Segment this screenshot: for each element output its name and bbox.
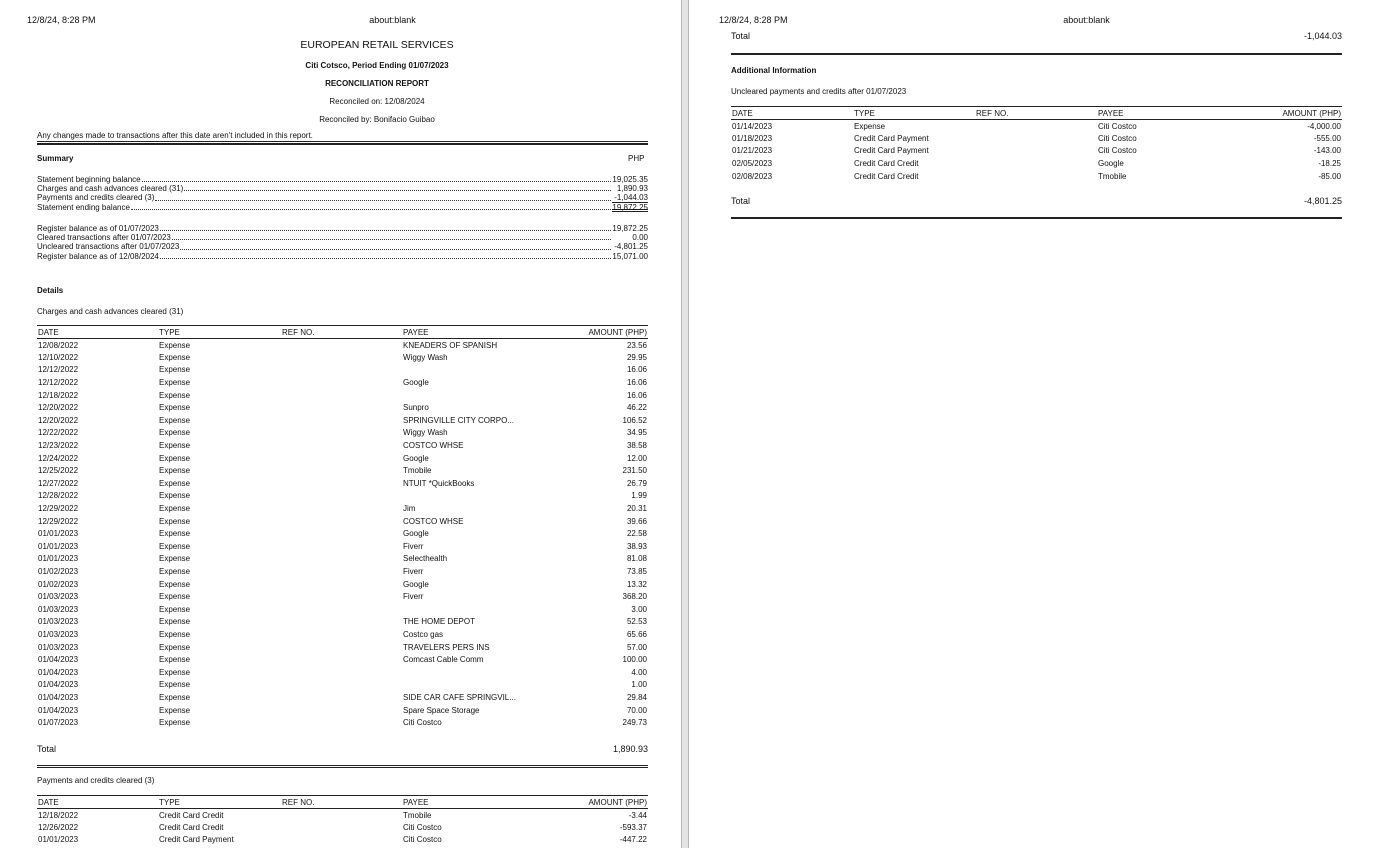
cell-type: Expense [159, 541, 191, 551]
total-label: Total [731, 31, 751, 41]
cell-type: Expense [159, 403, 191, 413]
additional-info-title: Additional Information [731, 66, 817, 75]
cell-date: 12/10/2022 [38, 352, 79, 362]
cell-payee: Google [403, 378, 429, 388]
cell-ref [281, 834, 402, 847]
cell-ref [281, 628, 402, 641]
cell-type: Expense [159, 504, 191, 514]
cell-amount: 12.00 [626, 453, 647, 463]
cell-date: 01/03/2023 [38, 617, 79, 627]
summary-row: Charges and cash advances cleared (31) 1,890.93 [37, 184, 648, 194]
cell-ref [281, 427, 402, 440]
cell-amount: 73.85 [626, 566, 647, 576]
cell-ref [281, 704, 402, 717]
column-header-payee: PAYEE [402, 326, 542, 339]
column-header-amount: AMOUNT (PHP) [542, 796, 648, 809]
cell-type: Expense [159, 428, 191, 438]
cell-payee: Citi Costco [403, 822, 442, 832]
cell-payee: Wiggy Wash [403, 428, 448, 438]
cell-type: Expense [159, 378, 191, 388]
cell-date: 01/03/2023 [38, 642, 79, 652]
cell-type: Expense [159, 655, 191, 665]
cell-date: 01/01/2023 [38, 541, 79, 551]
cell-payee: Citi Costco [403, 718, 442, 728]
cell-payee: COSTCO WHSE [403, 441, 464, 451]
cell-ref [281, 389, 402, 402]
cell-type: Credit Card Payment [854, 146, 929, 156]
table-row [37, 679, 648, 692]
cell-amount: 57.00 [626, 642, 647, 652]
table-row [731, 120, 1342, 133]
table-row [37, 502, 648, 515]
payments-total-value: -1,044.03 [1303, 31, 1342, 41]
cell-date: 01/04/2023 [38, 680, 79, 690]
cell-amount: -4,000.00 [1307, 121, 1341, 131]
cell-payee [402, 490, 542, 503]
cell-payee: Fiverr [403, 566, 424, 576]
cell-payee: Citi Costco [403, 835, 442, 845]
cell-amount: 65.66 [626, 629, 647, 639]
cell-date: 02/08/2023 [732, 171, 773, 181]
cell-type: Credit Card Credit [854, 159, 919, 169]
cell-ref [975, 157, 1097, 170]
cell-amount: 26.79 [626, 478, 647, 488]
cell-amount: 13.32 [626, 579, 647, 589]
table-row [37, 590, 648, 603]
cell-type: Expense [159, 516, 191, 526]
cell-amount: 38.58 [626, 441, 647, 451]
cell-ref [281, 716, 402, 729]
cell-payee: NTUIT *QuickBooks [403, 478, 475, 488]
cell-date: 12/18/2022 [38, 810, 79, 820]
column-header-type: TYPE [853, 107, 975, 120]
cell-amount: 23.56 [626, 340, 647, 350]
table-row [37, 490, 648, 503]
table-row [37, 834, 648, 847]
summary-row: Statement ending balance 19,872.25 [37, 202, 648, 212]
cell-ref [281, 364, 402, 377]
company-name: EUROPEAN RETAIL SERVICES [300, 39, 454, 51]
cell-payee: Google [1098, 159, 1124, 169]
reconciled-on: Reconciled on: 12/08/2024 [329, 97, 425, 106]
table-row [37, 364, 648, 377]
cell-payee [402, 679, 542, 692]
cell-amount: 231.50 [622, 466, 647, 476]
table-row [37, 414, 648, 427]
cell-date: 12/24/2022 [38, 453, 79, 463]
cell-type: Expense [159, 415, 191, 425]
table-row [37, 565, 648, 578]
cell-amount: 34.95 [626, 428, 647, 438]
column-header-amount: AMOUNT (PHP) [542, 326, 648, 339]
table-row [37, 691, 648, 704]
cell-ref [281, 515, 402, 528]
cell-ref [281, 565, 402, 578]
summary-row: Statement beginning balance 19,025.35 [37, 175, 648, 184]
summary-row: Uncleared transactions after 01/07/2023 -4,801.25 [37, 242, 648, 252]
cell-amount: 46.22 [626, 403, 647, 413]
table-row [37, 616, 648, 629]
summary-row: Register balance as of 12/08/2024 15,071.00 [37, 251, 648, 261]
cell-amount: 52.53 [626, 617, 647, 627]
cell-date: 01/03/2023 [38, 629, 79, 639]
cell-amount: 1.00 [631, 680, 647, 690]
cell-date: 01/18/2023 [732, 133, 773, 143]
uncleared-total-row [731, 196, 1342, 206]
cell-date: 01/04/2023 [38, 667, 79, 677]
cell-ref [281, 603, 402, 616]
cell-ref [281, 616, 402, 629]
cell-payee: Tmobile [403, 810, 432, 820]
cell-ref [281, 666, 402, 679]
report-page-1 [0, 0, 680, 848]
total-label: Total [731, 196, 751, 206]
cell-ref [281, 553, 402, 566]
cell-date: 01/04/2023 [38, 692, 79, 702]
table-row [37, 515, 648, 528]
column-header-payee: PAYEE [402, 796, 542, 809]
cell-date: 12/25/2022 [38, 466, 79, 476]
cell-payee [402, 389, 542, 402]
cell-date: 01/01/2023 [38, 835, 79, 845]
payments-section-title: Payments and credits cleared (3) [37, 776, 155, 785]
summary-currency: PHP [628, 154, 645, 163]
table-header-row [731, 107, 1342, 120]
cell-payee [402, 364, 542, 377]
table-row [37, 452, 648, 465]
summary-title: Summary [37, 154, 74, 163]
table-row [37, 439, 648, 452]
summary-group-statement [37, 175, 648, 212]
cell-type: Expense [159, 441, 191, 451]
cell-payee: Fiverr [403, 592, 424, 602]
table-header-row [37, 796, 648, 809]
cell-ref [975, 170, 1097, 183]
cell-date: 01/14/2023 [732, 121, 773, 131]
cell-type: Expense [159, 629, 191, 639]
cell-ref [281, 351, 402, 364]
divider [731, 53, 1342, 55]
payments-table [37, 795, 648, 846]
cell-amount: 16.06 [626, 378, 647, 388]
cell-ref [281, 691, 402, 704]
print-url: about:blank [1063, 15, 1110, 25]
cell-type: Expense [159, 466, 191, 476]
cell-ref [281, 464, 402, 477]
print-datetime: 12/8/24, 8:28 PM [27, 15, 96, 25]
cell-amount: 4.00 [631, 667, 647, 677]
cell-ref [975, 132, 1097, 145]
cell-amount: 3.00 [631, 604, 647, 614]
cell-payee: Jim [403, 504, 416, 514]
cell-amount: 249.73 [622, 718, 647, 728]
table-row [731, 132, 1342, 145]
payments-total-row [731, 31, 1342, 41]
cell-amount: 29.95 [626, 352, 647, 362]
cell-date: 01/04/2023 [38, 655, 79, 665]
table-row [37, 540, 648, 553]
cell-amount: -447.22 [619, 835, 647, 845]
column-header-type: TYPE [158, 796, 281, 809]
table-row [37, 527, 648, 540]
cell-type: Expense [159, 718, 191, 728]
cell-type: Expense [159, 453, 191, 463]
cell-type: Expense [159, 554, 191, 564]
cell-payee: Fiverr [403, 541, 424, 551]
cell-amount: 368.20 [622, 592, 647, 602]
cell-payee: SIDE CAR CAFE SPRINGVIL... [403, 692, 516, 702]
cell-type: Expense [159, 604, 191, 614]
column-header-payee: PAYEE [1097, 107, 1237, 120]
print-datetime: 12/8/24, 8:28 PM [719, 15, 788, 25]
cell-type: Expense [159, 692, 191, 702]
table-row [37, 464, 648, 477]
summary-row: Cleared transactions after 01/07/2023 0.00 [37, 233, 648, 243]
cell-date: 12/08/2022 [38, 340, 79, 350]
cell-ref [281, 439, 402, 452]
cell-amount: 29.84 [626, 692, 647, 702]
cell-payee: Google [403, 453, 429, 463]
report-title: RECONCILIATION REPORT [325, 79, 429, 88]
cell-ref [281, 452, 402, 465]
cell-payee: Citi Costco [1098, 121, 1137, 131]
table-row [37, 427, 648, 440]
cell-payee: SPRINGVILLE CITY CORPO... [403, 415, 514, 425]
cell-ref [281, 590, 402, 603]
column-header-ref: REF NO. [281, 326, 402, 339]
cell-type: Expense [159, 491, 191, 501]
cell-payee: Spare Space Storage [403, 705, 480, 715]
cell-amount: 39.66 [626, 516, 647, 526]
cell-ref [281, 490, 402, 503]
cell-date: 01/02/2023 [38, 579, 79, 589]
cell-type: Expense [159, 390, 191, 400]
cell-date: 01/21/2023 [732, 146, 773, 156]
cell-payee: Selecthealth [403, 554, 448, 564]
cell-payee [402, 603, 542, 616]
cell-amount: 38.93 [626, 541, 647, 551]
cell-amount: -143.00 [1313, 146, 1341, 156]
table-row [37, 716, 648, 729]
cell-date: 01/07/2023 [38, 718, 79, 728]
cell-payee: COSTCO WHSE [403, 516, 464, 526]
cell-date: 12/29/2022 [38, 516, 79, 526]
double-divider [37, 765, 648, 768]
column-header-date: DATE [37, 326, 158, 339]
charges-table [37, 325, 648, 729]
cell-type: Expense [159, 642, 191, 652]
cell-payee: THE HOME DEPOT [403, 617, 476, 627]
report-subtitle: Citi Cotsco, Period Ending 01/07/2023 [305, 61, 449, 70]
cell-amount: 16.06 [626, 390, 647, 400]
cell-payee: KNEADERS OF SPANISH [403, 340, 498, 350]
cell-ref [281, 679, 402, 692]
cell-payee: Comcast Cable Comm [403, 655, 484, 665]
divider [37, 143, 648, 145]
cell-date: 12/23/2022 [38, 441, 79, 451]
cell-ref [281, 809, 402, 822]
cell-type: Credit Card Payment [159, 835, 234, 845]
cell-date: 12/18/2022 [38, 390, 79, 400]
cell-type: Expense [159, 365, 191, 375]
cell-ref [281, 376, 402, 389]
uncleared-table [731, 106, 1342, 182]
cell-amount: -85.00 [1318, 171, 1341, 181]
cell-payee [402, 666, 542, 679]
cell-amount: -593.37 [619, 822, 647, 832]
cell-amount: 1.99 [631, 491, 647, 501]
table-row [37, 477, 648, 490]
cell-ref [281, 414, 402, 427]
table-row [37, 376, 648, 389]
cell-payee: Citi Costco [1098, 146, 1137, 156]
uncleared-total-value: -4,801.25 [1303, 196, 1342, 206]
summary-group-register [37, 224, 648, 261]
page-separator [681, 0, 689, 848]
cell-date: 01/02/2023 [38, 566, 79, 576]
cell-payee: Citi Costco [1098, 133, 1137, 143]
cell-ref [281, 821, 402, 834]
table-row [731, 145, 1342, 158]
cell-ref [281, 339, 402, 352]
cell-ref [975, 145, 1097, 158]
print-url: about:blank [369, 15, 416, 25]
cell-amount: 16.06 [626, 365, 647, 375]
table-row [37, 628, 648, 641]
charges-total-value: 1,890.93 [612, 744, 648, 754]
cell-date: 01/01/2023 [38, 529, 79, 539]
cell-type: Credit Card Credit [854, 171, 919, 181]
table-row [37, 339, 648, 352]
table-row [37, 553, 648, 566]
cell-type: Expense [159, 680, 191, 690]
cell-ref [281, 502, 402, 515]
cell-date: 01/03/2023 [38, 592, 79, 602]
cell-amount: 81.08 [626, 554, 647, 564]
report-page-2 [689, 0, 1377, 848]
cell-date: 12/20/2022 [38, 403, 79, 413]
table-row [37, 704, 648, 717]
cell-type: Expense [159, 667, 191, 677]
cell-date: 01/01/2023 [38, 554, 79, 564]
cell-type: Expense [159, 592, 191, 602]
table-row [37, 653, 648, 666]
table-row [37, 641, 648, 654]
cell-type: Expense [159, 340, 191, 350]
cell-amount: 100.00 [622, 655, 647, 665]
column-header-ref: REF NO. [281, 796, 402, 809]
reconciled-by: Reconciled by: Bonifacio Guibao [319, 115, 435, 124]
cell-amount: -3.44 [628, 810, 647, 820]
cell-ref [281, 401, 402, 414]
cell-type: Expense [159, 566, 191, 576]
summary-row: Payments and credits cleared (3) -1,044.03 [37, 193, 648, 203]
report-notice: Any changes made to transactions after this date aren't included in this report. [37, 131, 648, 142]
column-header-amount: AMOUNT (PHP) [1237, 107, 1342, 120]
uncleared-section-title: Uncleared payments and credits after 01/07/2023 [731, 87, 907, 96]
table-row [731, 157, 1342, 170]
cell-date: 12/22/2022 [38, 428, 79, 438]
table-row [37, 389, 648, 402]
cell-date: 12/28/2022 [38, 491, 79, 501]
cell-date: 01/04/2023 [38, 705, 79, 715]
cell-date: 01/03/2023 [38, 604, 79, 614]
cell-type: Credit Card Credit [159, 822, 224, 832]
cell-payee: Tmobile [1098, 171, 1127, 181]
cell-ref [281, 641, 402, 654]
cell-ref [281, 540, 402, 553]
table-row [37, 351, 648, 364]
cell-amount: -555.00 [1313, 133, 1341, 143]
total-label: Total [37, 744, 57, 754]
cell-ref [281, 578, 402, 591]
cell-amount: -18.25 [1318, 159, 1341, 169]
cell-type: Expense [159, 529, 191, 539]
cell-type: Expense [159, 352, 191, 362]
cell-payee: Google [403, 529, 429, 539]
table-row [37, 578, 648, 591]
cell-ref [281, 653, 402, 666]
table-row [37, 666, 648, 679]
cell-amount: 22.58 [626, 529, 647, 539]
details-title: Details [37, 286, 64, 295]
cell-date: 12/12/2022 [38, 378, 79, 388]
cell-ref [281, 527, 402, 540]
cell-payee: Wiggy Wash [403, 352, 448, 362]
cell-date: 12/20/2022 [38, 415, 79, 425]
divider [731, 217, 1342, 219]
charges-section-title: Charges and cash advances cleared (31) [37, 307, 184, 316]
cell-ref [975, 120, 1097, 133]
cell-payee: TRAVELERS PERS INS [403, 642, 490, 652]
cell-type: Expense [159, 579, 191, 589]
table-row [37, 809, 648, 822]
table-row [37, 603, 648, 616]
cell-amount: 106.52 [622, 415, 647, 425]
table-row [37, 401, 648, 414]
cell-date: 12/12/2022 [38, 365, 79, 375]
cell-date: 02/05/2023 [732, 159, 773, 169]
charges-total-row [37, 744, 648, 754]
cell-type: Expense [854, 121, 886, 131]
column-header-type: TYPE [158, 326, 281, 339]
cell-payee: Tmobile [403, 466, 432, 476]
cell-type: Credit Card Credit [159, 810, 224, 820]
cell-payee: Costco gas [403, 629, 444, 639]
cell-date: 12/27/2022 [38, 478, 79, 488]
table-row [37, 821, 648, 834]
cell-ref [281, 477, 402, 490]
cell-type: Expense [159, 478, 191, 488]
table-header-row [37, 326, 648, 339]
cell-date: 12/26/2022 [38, 822, 79, 832]
cell-type: Credit Card Payment [854, 133, 929, 143]
cell-amount: 70.00 [626, 705, 647, 715]
cell-type: Expense [159, 617, 191, 627]
column-header-date: DATE [731, 107, 853, 120]
cell-payee: Sunpro [403, 403, 429, 413]
column-header-date: DATE [37, 796, 158, 809]
cell-payee: Google [403, 579, 429, 589]
cell-date: 12/29/2022 [38, 504, 79, 514]
cell-type: Expense [159, 705, 191, 715]
table-row [731, 170, 1342, 183]
column-header-ref: REF NO. [975, 107, 1097, 120]
summary-row: Register balance as of 01/07/2023 19,872.25 [37, 224, 648, 233]
cell-amount: 20.31 [626, 504, 647, 514]
